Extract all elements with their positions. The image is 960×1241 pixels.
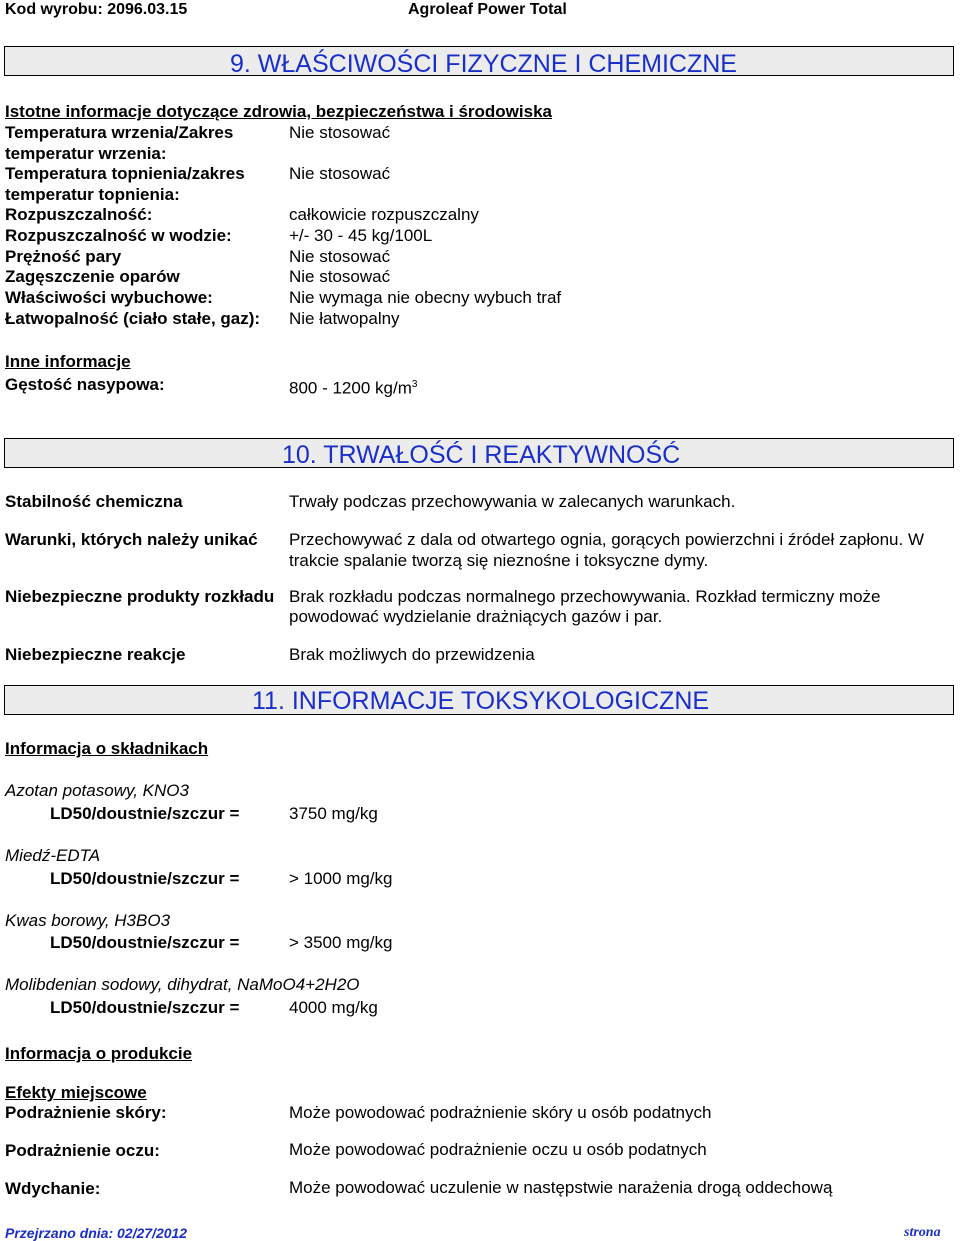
stability-label: Stabilność chemiczna bbox=[5, 492, 183, 511]
explosive-value: Nie wymaga nie obecny wybuch traf bbox=[289, 288, 562, 307]
conditions-avoid-value-2: trakcie spalanie tworzą się nieznośne i toksyczne dymy. bbox=[289, 551, 709, 570]
component-ld50-label: LD50/doustnie/szczur = bbox=[50, 804, 240, 823]
component-name: Miedź-EDTA bbox=[5, 846, 101, 865]
vapour-pressure-label: Prężność pary bbox=[5, 247, 122, 266]
conditions-avoid-value-1: Przechowywać z dala od otwartego ognia, gorących powierzchni i źródeł zapłonu. W bbox=[289, 530, 924, 549]
component-ld50-label: LD50/doustnie/szczur = bbox=[50, 933, 240, 952]
page-label: strona bbox=[904, 1225, 941, 1240]
product-info-heading: Informacja o produkcie bbox=[5, 1044, 193, 1063]
component-name: Azotan potasowy, KNO3 bbox=[5, 781, 189, 800]
review-date: Przejrzano dnia: 02/27/2012 bbox=[5, 1225, 188, 1241]
component-ld50-value: > 1000 mg/kg bbox=[289, 869, 393, 888]
inhalation-value: Może powodować uczulenie w następstwie narażenia drogą oddechową bbox=[289, 1178, 833, 1197]
explosive-label: Właściwości wybuchowe: bbox=[5, 288, 213, 307]
other-info-heading: Inne informacje bbox=[5, 352, 131, 371]
product-name: Agroleaf Power Total bbox=[408, 1, 567, 18]
vapour-density-value: Nie stosować bbox=[289, 267, 391, 286]
bulk-density-value bbox=[289, 375, 417, 399]
component-name: Kwas borowy, H3BO3 bbox=[5, 911, 171, 930]
reactions-value: Brak możliwych do przewidzenia bbox=[289, 645, 535, 664]
components-heading: Informacja o składnikach bbox=[5, 739, 209, 758]
skin-irritation-value: Może powodować podrażnienie skóry u osób podatnych bbox=[289, 1103, 712, 1122]
section-9-title: 9. WŁAŚCIWOŚCI FIZYCZNE I CHEMICZNE bbox=[230, 50, 737, 78]
stability-value: Trwały podczas przechowywania w zalecanych warunkach. bbox=[289, 492, 736, 511]
component-name: Molibdenian sodowy, dihydrat, NaMoO4+2H2O bbox=[5, 975, 360, 994]
reactions-label: Niebezpieczne reakcje bbox=[5, 645, 186, 664]
local-effects-heading: Efekty miejscowe bbox=[5, 1083, 147, 1102]
vapour-density-label: Zagęszczenie oparów bbox=[5, 267, 180, 286]
solubility-label: Rozpuszczalność: bbox=[5, 205, 153, 224]
melting-value: Nie stosować bbox=[289, 164, 391, 183]
skin-irritation-label: Podrażnienie skóry: bbox=[5, 1103, 167, 1122]
section-10-title: 10. TRWAŁOŚĆ I REAKTYWNOŚĆ bbox=[282, 441, 681, 469]
inhalation-label: Wdychanie: bbox=[5, 1179, 101, 1198]
component-ld50-value: 3750 mg/kg bbox=[289, 804, 378, 823]
water-solubility-value: +/- 30 - 45 kg/100L bbox=[289, 226, 433, 245]
product-code: Kod wyrobu: 2096.03.15 bbox=[5, 1, 188, 18]
decomposition-value-2: powodować wydzielanie drażniących gazów i par. bbox=[289, 607, 663, 626]
melting-label-1: Temperatura topnienia/zakres bbox=[5, 164, 245, 183]
water-solubility-label: Rozpuszczalność w wodzie: bbox=[5, 226, 232, 245]
component-ld50-label: LD50/doustnie/szczur = bbox=[50, 869, 240, 888]
decomposition-label: Niebezpieczne produkty rozkładu bbox=[5, 587, 275, 606]
boiling-label-2: temperatur wrzenia: bbox=[5, 144, 167, 163]
section-9-subheading: Istotne informacje dotyczące zdrowia, bezpieczeństwa i środowiska bbox=[5, 102, 552, 121]
boiling-value: Nie stosować bbox=[289, 123, 391, 142]
boiling-label-1: Temperatura wrzenia/Zakres bbox=[5, 123, 234, 142]
component-ld50-value: > 3500 mg/kg bbox=[289, 933, 393, 952]
component-ld50-label: LD50/doustnie/szczur = bbox=[50, 998, 240, 1017]
bulk-density-label: Gęstość nasypowa: bbox=[5, 375, 165, 394]
eye-irritation-value: Może powodować podrażnienie oczu u osób podatnych bbox=[289, 1140, 707, 1159]
section-11-title: 11. INFORMACJE TOKSYKOLOGICZNE bbox=[252, 687, 710, 715]
melting-label-2: temperatur topnienia: bbox=[5, 185, 180, 204]
vapour-pressure-value: Nie stosować bbox=[289, 247, 391, 266]
decomposition-value-1: Brak rozkładu podczas normalnego przechowywania. Rozkład termiczny może bbox=[289, 587, 881, 606]
bulk-density-exponent: 3 bbox=[411, 379, 418, 390]
flammability-value: Nie łatwopalny bbox=[289, 309, 400, 328]
eye-irritation-label: Podrażnienie oczu: bbox=[5, 1141, 160, 1160]
component-ld50-value: 4000 mg/kg bbox=[289, 998, 378, 1017]
flammability-label: Łatwopalność (ciało stałe, gaz): bbox=[5, 309, 261, 328]
conditions-avoid-label: Warunki, których należy unikać bbox=[5, 530, 258, 549]
solubility-value: całkowicie rozpuszczalny bbox=[289, 205, 479, 224]
bulk-density-number: 800 - 1200 kg/m bbox=[289, 378, 412, 398]
